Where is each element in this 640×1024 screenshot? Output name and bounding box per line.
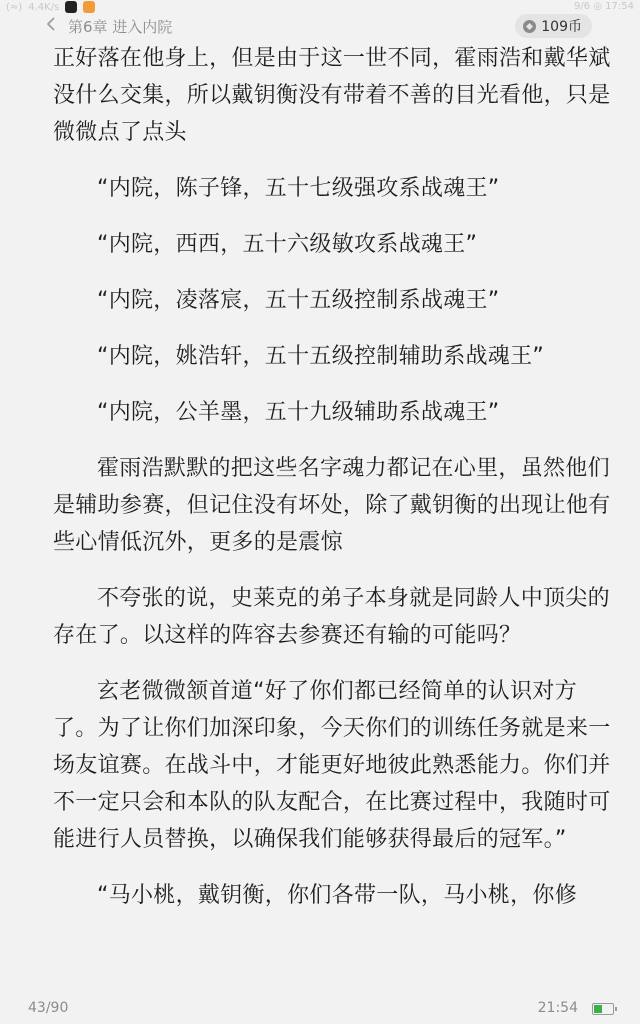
- page-progress: 43/90: [28, 1000, 69, 1016]
- battery-icon: [592, 1003, 614, 1015]
- back-icon[interactable]: [46, 16, 56, 37]
- paragraph: “马小桃，戴钥衡，你们各带一队，马小桃，你修: [97, 883, 577, 908]
- reader-footer: [0, 996, 640, 1024]
- tiktok-app-icon: [65, 1, 77, 13]
- network-speed: 4.4K/s: [28, 1, 60, 13]
- coin-count: 109币: [541, 19, 582, 35]
- paragraph: “内院，陈子锋，五十七级强攻系战魂王”: [97, 176, 500, 201]
- coin-icon: [523, 20, 536, 33]
- paragraph: “内院，公羊墨，五十九级辅助系战魂王”: [97, 400, 500, 425]
- status-right: [574, 1, 634, 12]
- paragraph: 玄老微微颔首道“好了你们都已经简单的认识对方了。为了让你们加深印象，今天你们的训练任务就是来一场友谊赛。在战斗中，才能更好地彼此熟悉能力。你们并不一定只会和本队的队友配合，在比赛过程中，我随时可能进行人员替换，以确保我们能够获得最后的冠军。”: [53, 679, 611, 852]
- wifi-icon: (≈): [6, 1, 23, 13]
- reader-content[interactable]: [53, 40, 613, 914]
- paragraph: 不夸张的说，史莱克的弟子本身就是同龄人中顶尖的存在了。以这样的阵容去参赛还有输的可能吗？: [53, 586, 610, 648]
- paragraph: “内院，凌落宸，五十五级控制系战魂王”: [97, 288, 500, 313]
- status-right-text: 9/6 ◎ 17:54: [574, 1, 634, 12]
- paragraph: “内院，姚浩轩，五十五级控制辅助系战魂王”: [97, 344, 545, 369]
- reader-header: [0, 14, 640, 38]
- chapter-title[interactable]: 第6章 进入内院: [68, 18, 173, 36]
- paragraph: “内院，西西，五十六级敏攻系战魂王”: [97, 232, 478, 257]
- status-bar: [0, 0, 640, 14]
- paragraph: 正好落在他身上，但是由于这一世不同，霍雨浩和戴华斌没什么交集，所以戴钥衡没有带着不善的目光看他，只是微微点了点头: [53, 46, 611, 145]
- status-left: [6, 1, 95, 13]
- battery-level: [594, 1005, 602, 1013]
- clock: 21:54: [537, 1000, 578, 1016]
- video-app-icon: [83, 1, 95, 13]
- coin-balance-badge[interactable]: [515, 14, 592, 38]
- paragraph: 霍雨浩默默的把这些名字魂力都记在心里，虽然他们是辅助参赛，但记住没有坏处，除了戴钥衡的出现让他有些心情低沉外，更多的是震惊: [53, 456, 611, 555]
